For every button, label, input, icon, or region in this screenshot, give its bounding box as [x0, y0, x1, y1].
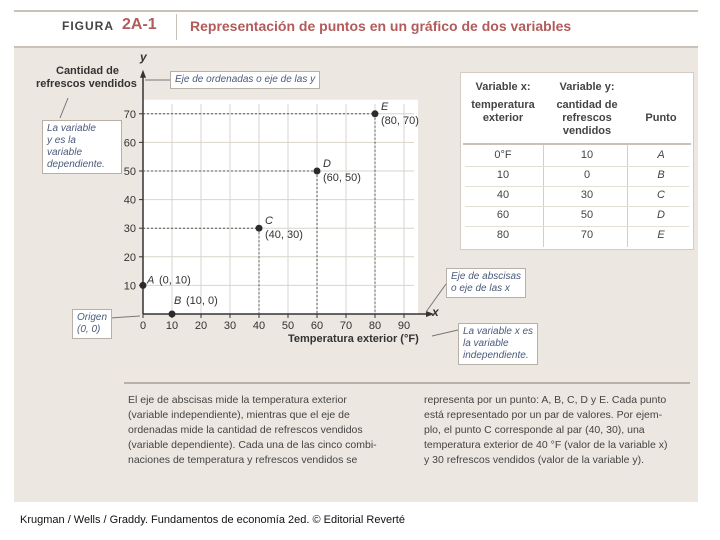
point-label: C: [265, 215, 273, 228]
figure-title: Representación de puntos en un gráfico de dos variables: [190, 18, 572, 34]
x-tick-label: 10: [165, 320, 179, 332]
table-cell-point: E: [657, 229, 665, 241]
caption-line: naciones de temperatura y refrescos vendidos se: [128, 454, 358, 466]
caption-line: representa por un punto: A, B, C, D y E. Cada punto: [424, 394, 667, 406]
x-tick-label: 0: [139, 320, 147, 332]
table-header-x-sub1: temperatura: [471, 99, 535, 111]
figure-label: FIGURA: [62, 19, 114, 33]
y-axis-letter: y: [140, 50, 147, 64]
y-tick-label: 70: [123, 108, 136, 121]
x-axis-letter: x: [432, 305, 439, 319]
table-cell-x: 40: [496, 189, 510, 201]
point-coord: (40, 30): [265, 229, 303, 242]
x-tick-label: 50: [281, 320, 295, 332]
note-independent-3: independiente.: [463, 350, 529, 361]
y-tick-label: 20: [123, 251, 136, 264]
table-header-y-sub2: refrescos: [562, 112, 612, 124]
note-independent-2: la variable: [463, 338, 509, 349]
table-header-y-title: Variable y:: [559, 81, 615, 93]
y-axis-arrow: [140, 70, 146, 78]
note-y-axis-text: Eje de ordenadas o eje de las y: [175, 74, 316, 85]
table-header-point: Punto: [645, 112, 677, 124]
caption-line: y 30 refrescos vendidos (valor de la variable y).: [424, 454, 645, 466]
note-dependent-3: variable: [47, 147, 83, 158]
data-point-b: [169, 311, 176, 318]
caption-line: temperatura exterior de 40 °F (valor de la variable x): [424, 439, 668, 451]
note-dependent: [42, 120, 122, 174]
table-header-y-sub1: cantidad de: [556, 99, 618, 111]
note-y-axis: [170, 71, 320, 89]
point-coord: (0, 10): [159, 274, 191, 287]
x-axis-title: Temperatura exterior (°F): [288, 333, 419, 345]
point-coord: (60, 50): [323, 172, 361, 184]
caption-line: (variable independiente), mientras que el eje de: [128, 409, 350, 421]
data-point-d: [314, 168, 321, 175]
point-coord: (10, 0): [186, 295, 218, 307]
table-cell-y: 10: [580, 149, 594, 161]
data-point-a: [140, 282, 147, 289]
leader-independent: [432, 330, 458, 336]
note-dependent-2: y es la: [47, 135, 76, 146]
table-cell-y: 50: [580, 209, 594, 221]
point-label: E: [381, 100, 389, 113]
note-x-axis: [446, 268, 526, 298]
caption-left: [128, 393, 398, 468]
y-tick-label: 40: [123, 194, 136, 207]
table-cell-point: C: [657, 189, 665, 201]
table-cell-x: 10: [496, 169, 510, 181]
x-tick-label: 40: [252, 320, 266, 332]
y-axis-title-1: Cantidad de: [56, 65, 119, 77]
note-x-axis-1: Eje de abscisas: [451, 271, 522, 282]
data-table: [460, 72, 694, 250]
table-header-y-sub3: vendidos: [562, 125, 612, 137]
note-origin-1: Origen: [77, 312, 108, 323]
x-tick-label: 60: [310, 320, 324, 332]
table-cell-point: B: [657, 169, 665, 181]
leader-dependent: [60, 98, 68, 118]
data-point-e: [372, 110, 379, 117]
caption-line: El eje de abscisas mide la temperatura exterior: [128, 394, 347, 406]
table-cell-x: 80: [496, 229, 510, 241]
caption-line: ordenadas mide la cantidad de refrescos vendidos: [128, 424, 363, 436]
table-cell-x: 0°F: [494, 149, 512, 161]
point-label: A: [147, 274, 155, 287]
x-tick-label: 90: [397, 320, 411, 332]
note-origin-2: (0, 0): [77, 324, 101, 335]
y-tick-label: 50: [123, 166, 136, 178]
credit-text: Krugman / Wells / Graddy. Fundamentos de economía 2ed. © Editorial Reverté: [20, 514, 405, 526]
table-cell-y: 30: [580, 189, 594, 201]
note-dependent-1: La variable: [47, 123, 96, 134]
caption-line: (variable dependiente). Cada una de las cinco combi-: [128, 439, 377, 451]
note-independent-1: La variable x es: [463, 326, 534, 337]
note-dependent-4: dependiente.: [47, 159, 105, 170]
table-row-rule: [465, 226, 689, 227]
note-independent: [458, 323, 538, 365]
caption-right: [424, 393, 690, 468]
table-cell-y: 70: [580, 229, 594, 241]
table-cell-point: A: [657, 149, 665, 161]
leader-origin: [110, 316, 140, 318]
data-point-c: [256, 225, 263, 232]
y-tick-label: 60: [123, 137, 136, 150]
table-header-x-sub2: exterior: [482, 112, 524, 124]
table-cell-y: 0: [583, 169, 591, 181]
point-label: B: [174, 295, 182, 307]
caption-line: está representado por un par de valores. Por ejem-: [424, 409, 663, 421]
table-cell-point: D: [657, 209, 665, 221]
table-row-rule: [465, 166, 689, 167]
y-tick-label: 30: [123, 223, 136, 236]
table-row-rule: [465, 186, 689, 187]
caption-line: plo, el punto C corresponde al par (40, 30), una: [424, 424, 645, 436]
point-label: D: [323, 158, 331, 170]
credit-line: [20, 514, 405, 526]
point-coord: (80, 70): [381, 114, 419, 127]
note-x-axis-2: o eje de las x: [451, 283, 510, 294]
x-tick-label: 70: [339, 320, 353, 332]
table-row-rule: [465, 206, 689, 207]
table-cell-x: 60: [496, 209, 510, 221]
figure-number: 2A-1: [122, 16, 157, 33]
x-tick-label: 20: [194, 320, 208, 332]
table-col-rule-1: [543, 145, 544, 247]
table-header-rule: [463, 143, 691, 145]
y-tick-label: 10: [123, 280, 136, 293]
table-header-x-title: Variable x:: [475, 81, 531, 93]
note-origin: [72, 309, 112, 339]
x-tick-label: 30: [223, 320, 237, 332]
x-tick-label: 80: [368, 320, 382, 332]
y-axis-title-2: refrescos vendidos: [36, 78, 137, 90]
caption-rule: [124, 382, 690, 384]
